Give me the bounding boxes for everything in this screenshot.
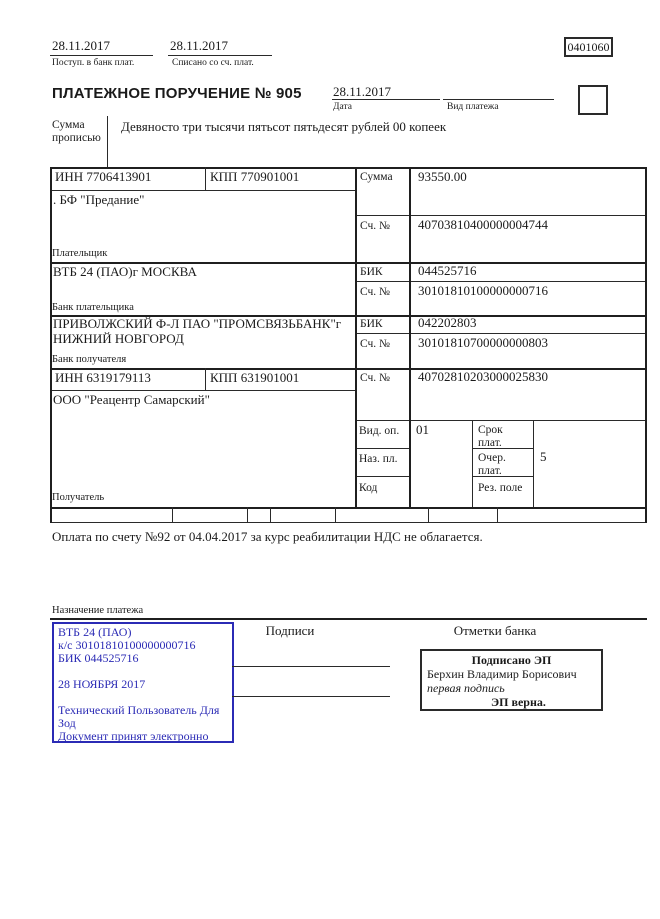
bank-marks-heading: Отметки банка [453,623,537,638]
payee-bank-account: 30101810700000000803 [418,335,548,350]
bank-stamp-box [52,622,234,743]
border-line [107,116,108,167]
payment-kind-label: Вид платежа [447,102,499,112]
payee-bank-name: ПРИВОЛЖСКИЙ Ф-Л ПАО "ПРОМСВЯЗЬБАНК"г НИЖНИЙ НОВГОРОД [53,316,342,346]
border-line [355,333,647,334]
border-line [472,420,473,507]
payee-bank-section-label: Банк получателя [52,354,127,365]
border-line [355,167,357,507]
border-line [50,522,647,523]
border-line [645,167,647,523]
border-line [332,99,440,100]
border-line [355,476,409,477]
border-line [355,448,409,449]
border-line [172,507,173,522]
border-line [409,167,411,507]
stamp-line: Документ принят электронно [58,729,209,743]
payee-account: 40702810203000025830 [418,369,548,384]
document-title: ПЛАТЕЖНОЕ ПОРУЧЕНИЕ № 905 [52,85,302,102]
debited-date-label: Списано со сч. плат. [172,58,254,68]
stamp-line: ВТБ 24 (ПАО) [58,625,132,639]
form-code-box [564,37,613,57]
priority-label: Очер. плат. [478,452,506,477]
payment-purpose-text: Оплата по счету №92 от 04.04.2017 за курс реабилитации НДС не облагается. [52,529,483,544]
payment-kind-box [578,85,608,115]
stamp-line: Технический Пользователь Для Зод [58,703,220,730]
border-line [443,99,554,100]
payee-bank-bik: 042202803 [418,315,477,330]
payer-account-label: Сч. № [360,220,391,232]
border-line [50,167,52,523]
border-line [50,390,355,391]
stamp-line: БИК 044525716 [58,651,139,665]
esignature-box [420,649,603,711]
payer-name: . БФ "Предание" [53,192,145,207]
border-line [205,167,206,190]
received-date: 28.11.2017 [52,38,111,53]
payee-account-label: Сч. № [360,372,391,384]
border-line [270,507,271,522]
payer-bank-section-label: Банк плательщика [52,302,134,313]
due-date-label: Срок плат. [478,424,503,449]
amount-words-value: Девяносто три тысячи пятьсот пятьдесят рублей 00 копеек [121,119,447,134]
border-line [497,507,498,522]
border-line [247,507,248,522]
stamp-line: к/с 30101810100000000716 [58,638,196,652]
border-line [335,507,336,522]
payment-purpose-label: Назначение платежа [52,605,144,616]
payer-section-label: Плательщик [52,248,108,259]
received-date-label: Поступ. в банк плат. [52,58,135,68]
sum-label: Сумма [360,171,393,183]
esign-title: Подписано ЭП [471,653,552,667]
border-line [50,507,647,509]
esign-verified: ЭП верна. [491,695,546,709]
payer-bank-account: 30101810100000000716 [418,283,548,298]
border-line [355,215,647,216]
esign-name: Берхин Владимир Борисович [427,667,577,681]
priority-value: 5 [540,449,547,464]
border-line [205,368,206,390]
esign-type: первая подпись [427,681,505,695]
border-line [355,420,647,421]
code-label: Код [359,482,378,494]
border-line [168,55,272,56]
op-type-label: Вид. оп. [359,425,400,437]
payee-bank-account-label: Сч. № [360,338,391,350]
signature-line [232,666,390,667]
payer-account: 40703810400000004744 [418,217,548,232]
payee-inn: ИНН 6319179113 [55,370,151,385]
date-label: Дата [333,102,352,112]
purpose-code-label: Наз. пл. [359,453,398,465]
form-code: 0401060 [567,40,610,54]
payer-inn: ИНН 7706413901 [55,169,152,184]
payee-bank-bik-label: БИК [360,318,383,330]
payer-bank-name: ВТБ 24 (ПАО)г МОСКВА [53,264,197,279]
border-line [533,420,534,507]
document-date: 28.11.2017 [333,84,392,99]
sum-value: 93550.00 [418,169,467,184]
debited-date: 28.11.2017 [170,38,229,53]
border-line [428,507,429,522]
border-line [50,55,153,56]
signatures-heading: Подписи [265,623,315,638]
reserve-field-label: Рез. поле [478,482,523,494]
signature-line [232,696,390,697]
payee-name: ООО "Реацентр Самарский" [53,392,210,407]
payer-kpp: КПП 770901001 [210,169,300,184]
payee-section-label: Получатель [52,492,105,503]
border-line [355,281,647,282]
border-line [50,618,647,620]
amount-words-label: Сумма прописью [52,119,101,144]
payer-bank-bik: 044525716 [418,263,477,278]
op-type-value: 01 [416,422,429,437]
stamp-line: 28 НОЯБРЯ 2017 [58,677,146,691]
payer-bank-bik-label: БИК [360,266,383,278]
payee-kpp: КПП 631901001 [210,370,300,385]
border-line [50,190,355,191]
payer-bank-account-label: Сч. № [360,286,391,298]
